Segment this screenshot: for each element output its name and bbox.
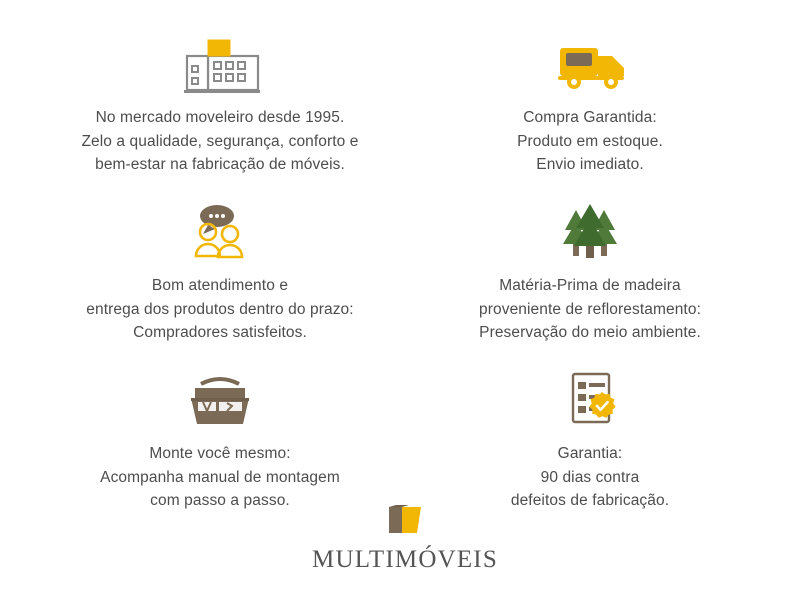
feature-line: No mercado moveleiro desde 1995. bbox=[95, 109, 345, 126]
feature-text bbox=[479, 274, 701, 345]
feature-line: proveniente de reflorestamento: bbox=[479, 300, 701, 318]
feature-customer-service bbox=[40, 186, 400, 354]
feature-line: entrega dos produtos dentro do prazo: bbox=[86, 300, 354, 318]
feature-line: Compra Garantida: bbox=[523, 109, 657, 126]
feature-line: Compradores satisfeitos. bbox=[133, 324, 307, 342]
feature-text bbox=[86, 274, 353, 345]
feature-line: Garantia: bbox=[557, 445, 623, 462]
feature-line: Preservação do meio ambiente. bbox=[479, 324, 701, 342]
feature-line: 90 dias contra bbox=[540, 468, 640, 486]
speech-bubble-people-icon bbox=[170, 192, 270, 268]
feature-line: Produto em estoque. bbox=[517, 132, 663, 150]
feature-raw-material bbox=[410, 186, 770, 354]
factory-building-icon bbox=[170, 24, 270, 100]
multimoveis-logo-icon bbox=[383, 503, 427, 542]
feature-line: Acompanha manual de montagem bbox=[100, 468, 340, 486]
feature-line: Matéria-Prima de madeira bbox=[499, 277, 681, 294]
feature-market-experience bbox=[40, 18, 400, 186]
feature-guaranteed-purchase bbox=[410, 18, 770, 186]
feature-self-assembly bbox=[40, 354, 400, 522]
feature-line: bem-estar na fabricação de móveis. bbox=[95, 156, 345, 174]
pine-trees-icon bbox=[540, 192, 640, 268]
feature-text bbox=[517, 106, 663, 177]
toolbox-icon bbox=[165, 360, 275, 436]
feature-warranty bbox=[410, 354, 770, 522]
brand-name: MULTIMÓVEIS bbox=[312, 546, 498, 573]
brand-footer bbox=[0, 503, 810, 574]
feature-text bbox=[81, 106, 358, 177]
feature-line: Envio imediato. bbox=[536, 156, 644, 174]
delivery-truck-icon bbox=[540, 24, 640, 100]
certificate-checklist-icon bbox=[540, 360, 640, 436]
feature-line: Zelo a qualidade, segurança, conforto e bbox=[81, 132, 359, 150]
feature-line: defeitos de fabricação. bbox=[510, 492, 670, 510]
feature-line: com passo a passo. bbox=[150, 492, 290, 510]
features-grid bbox=[40, 18, 770, 522]
feature-line: Bom atendimento e bbox=[151, 277, 289, 294]
feature-line: Monte você mesmo: bbox=[149, 445, 291, 462]
